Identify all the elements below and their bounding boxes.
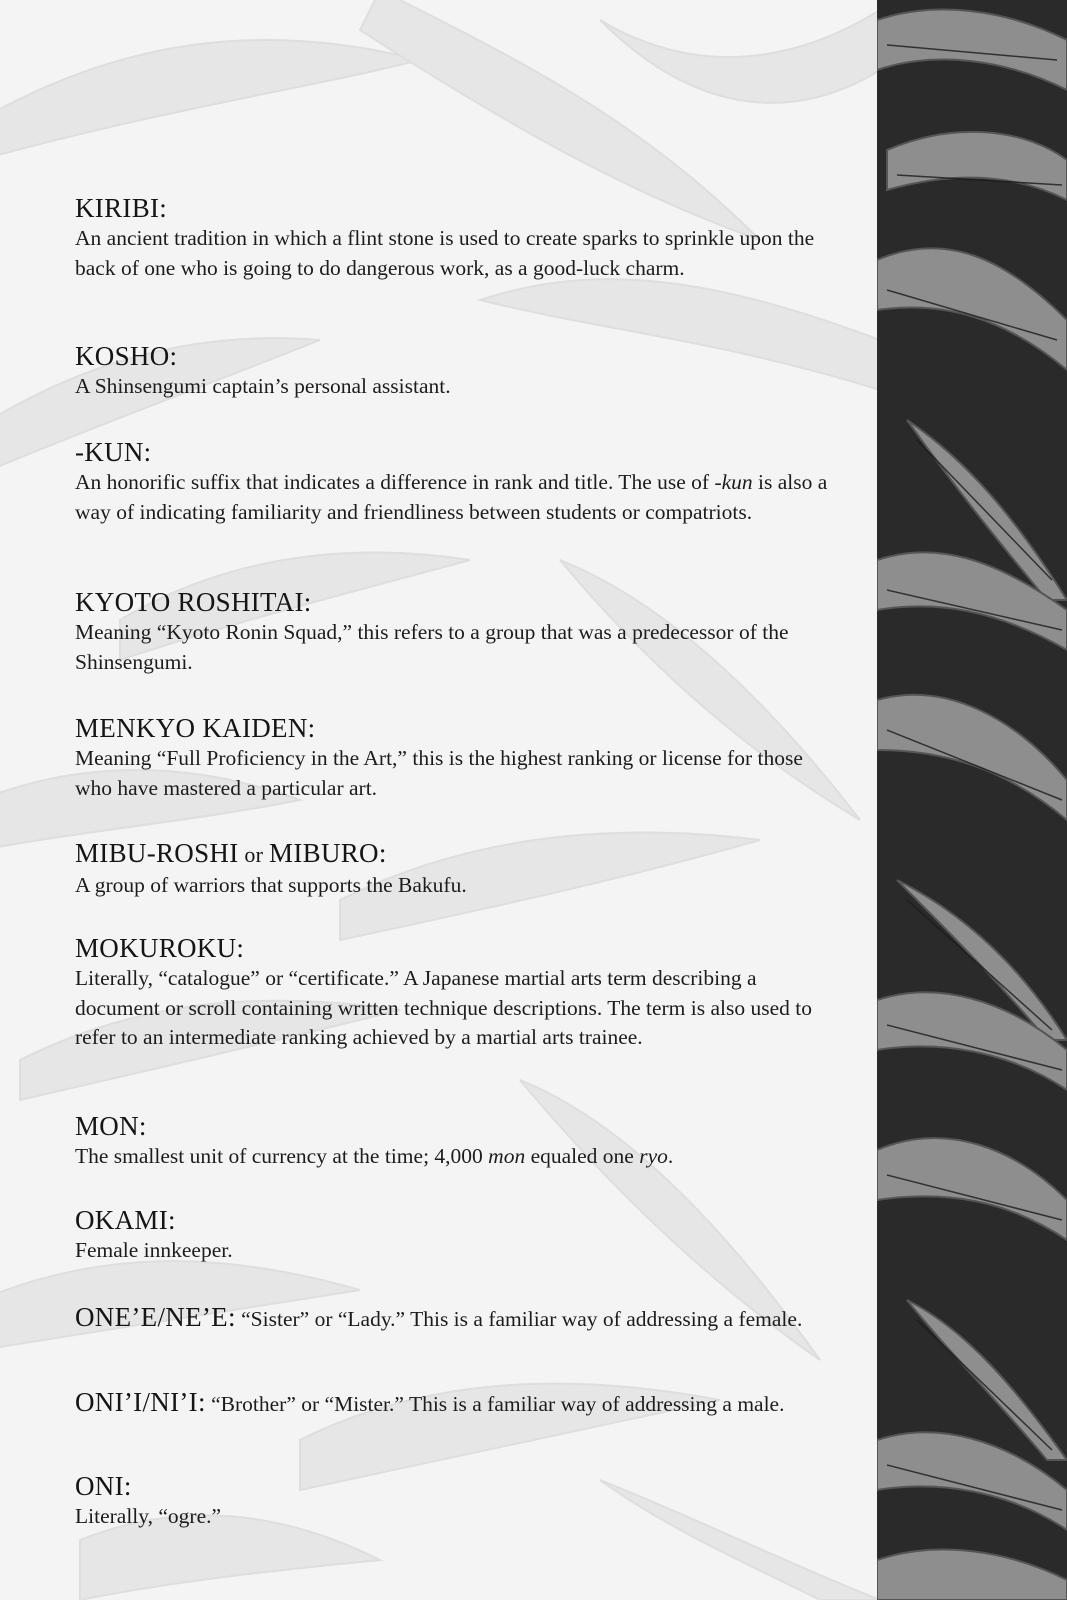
term-menkyo-kaiden: MENKYO KAIDEN: [75, 713, 316, 743]
definition-okami: Female innkeeper. [75, 1238, 233, 1262]
entry-kyoto-roshitai [75, 586, 845, 677]
entry-mokuroku [75, 932, 845, 1053]
entry-onee [75, 1303, 845, 1335]
definition-onii [75, 1388, 845, 1420]
definition-mon-part-b: equaled one [525, 1144, 640, 1168]
definition-onee-text: “Sister” or “Lady.” This is a familiar way of addressing a female. [235, 1307, 803, 1331]
term-mibu-roshi-a: MIBU-ROSHI [75, 838, 239, 868]
definition-mon-part-a: The smallest unit of currency at the time; 4,000 [75, 1144, 489, 1168]
term-mokuroku: MOKUROKU: [75, 933, 245, 963]
definition-mokuroku: Literally, “catalogue” or “certificate.” A Japanese martial arts term describing a document or scroll containing written technique descriptions. The term is also used to refer to an intermediate ranking achieved by a martial arts trainee. [75, 966, 813, 1049]
definition-mon-part-c: . [667, 1144, 674, 1168]
entry-kun [75, 436, 845, 527]
definition-mon [75, 1142, 845, 1172]
definition-oni: Literally, “ogre.” [75, 1504, 222, 1528]
decorative-side-band [877, 0, 1067, 1600]
term-kosho: KOSHO: [75, 341, 178, 371]
leaf-pattern-band [877, 0, 1067, 1600]
definition-kiribi: An ancient tradition in which a flint stone is used to create sparks to sprinkle upon the back of one who is going to do dangerous work, as a good-luck charm. [75, 226, 815, 280]
definition-kosho: A Shinsengumi captain’s personal assistant. [75, 374, 451, 398]
definition-mon-italic-mon: mon [488, 1144, 526, 1168]
term-miburo: MIBURO: [269, 838, 387, 868]
entry-onii [75, 1388, 845, 1420]
entry-menkyo-kaiden [75, 712, 845, 803]
entry-oni [75, 1470, 845, 1532]
entry-mon [75, 1110, 845, 1172]
definition-kun-part-b: is also a way of indicating familiarity and friendliness between students or compatriots. [75, 470, 828, 524]
entry-kosho [75, 340, 845, 402]
term-oni: ONI: [75, 1471, 132, 1501]
definition-kyoto-roshitai: Meaning “Kyoto Ronin Squad,” this refers to a group that was a predecessor of the Shinsengumi. [75, 620, 789, 674]
definition-mon-italic-ryo: ryo [639, 1144, 668, 1168]
term-onii: ONI’I/NI’I: [75, 1387, 206, 1417]
term-okami: OKAMI: [75, 1205, 176, 1235]
definition-mibu-roshi: A group of warriors that supports the Bakufu. [75, 873, 467, 897]
entry-mibu-roshi [75, 837, 845, 901]
definition-kun-part-a: An honorific suffix that indicates a difference in rank and title. The use of [75, 470, 715, 494]
definition-menkyo-kaiden: Meaning “Full Proficiency in the Art,” this is the highest ranking or license for those who have mastered a particular art. [75, 746, 803, 800]
entry-kiribi [75, 192, 845, 283]
term-onee: ONE’E/NE’E: [75, 1302, 236, 1332]
term-kun: -KUN: [75, 437, 152, 467]
term-mon: MON: [75, 1111, 147, 1141]
definition-onii-text: “Brother” or “Mister.” This is a familiar way of addressing a male. [205, 1392, 785, 1416]
term-kyoto-roshitai: KYOTO ROSHITAI: [75, 587, 312, 617]
definition-onee [75, 1303, 845, 1335]
definition-kun [75, 468, 845, 527]
definition-kun-italic: -kun [714, 470, 753, 494]
term-or: or [238, 842, 270, 867]
term-mibu-roshi [75, 837, 845, 871]
entry-okami [75, 1204, 845, 1266]
term-kiribi: KIRIBI: [75, 193, 168, 223]
